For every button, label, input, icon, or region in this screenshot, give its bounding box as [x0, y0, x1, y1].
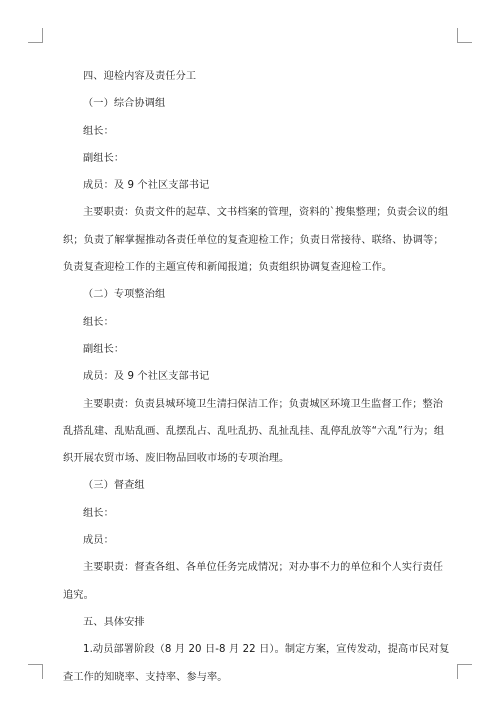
crop-mark-top-left: [28, 28, 43, 43]
leader-line: 组长：: [83, 125, 114, 137]
section-heading: 五、具体安排: [83, 616, 145, 628]
deputy-leader-line: 副组长：: [83, 152, 125, 164]
members-line: 成员：及 9 个社区支部书记: [83, 180, 210, 192]
document-body: [63, 63, 450, 691]
schedule-paragraph-line: 1.动员部署阶段（8 月 20 日-8 月 22 日）。制定方案，宣传发动，提高市民对复: [83, 644, 450, 656]
leader-line: 组长：: [83, 507, 114, 519]
schedule-paragraph-line: 查工作的知晓率、支持率、参与率。: [63, 671, 228, 683]
duties-paragraph-line: 负责复查迎检工作的主题宣传和新闻报道；负责组织协调复查迎检工作。: [63, 262, 393, 274]
section-heading: 四、迎检内容及责任分工: [83, 71, 197, 82]
leader-line: 组长：: [83, 316, 114, 328]
duties-paragraph-line: 乱搭乱建、乱贴乱画、乱摆乱占、乱吐乱扔、乱扯乱挂、乱停乱放等“六乱”行为；组: [63, 425, 445, 437]
duties-paragraph-line: 织；负责了解掌握推动各责任单位的复查迎检工作；负责日常接待、联络、协调等；: [63, 234, 444, 246]
duties-paragraph-line: 织开展农贸市场、废旧物品回收市场的专项治理。: [63, 453, 290, 465]
duties-paragraph-line: 主要职责：负责文件的起草、文书档案的管理，资料的`搜集整理；负责会议的组: [83, 207, 449, 219]
group-heading: （一）综合协调组: [83, 98, 166, 110]
duties-paragraph-line: 主要职责：负责县城环境卫生清扫保洁工作；负责城区环境卫生监督工作；整治: [83, 398, 444, 410]
group-heading: （二）专项整治组: [83, 289, 166, 301]
duties-paragraph-line: 追究。: [63, 589, 94, 601]
crop-mark-top-right: [457, 28, 472, 43]
deputy-leader-line: 副组长：: [83, 343, 125, 355]
duties-paragraph-line: 主要职责：督查各组、各单位任务完成情况；对办事不力的单位和个人实行责任: [83, 562, 444, 574]
members-line: 成员：: [83, 535, 114, 547]
crop-mark-bottom-right: [457, 664, 472, 679]
members-line: 成员：及 9 个社区支部书记: [83, 371, 210, 383]
crop-mark-bottom-left: [28, 664, 43, 679]
group-heading: （三）督查组: [83, 480, 145, 492]
